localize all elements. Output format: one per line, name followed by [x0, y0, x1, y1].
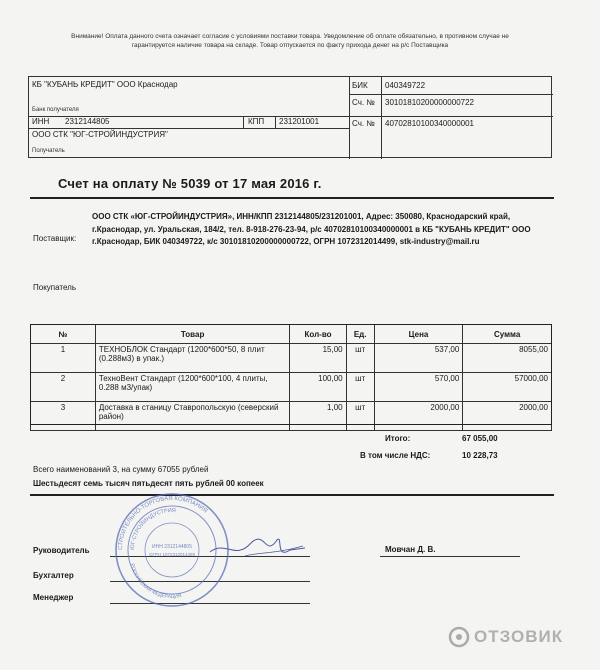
recipient-caption: Получатель: [32, 148, 65, 154]
table-header-row: [31, 325, 552, 344]
row-unit: шт: [346, 373, 374, 402]
company-stamp: [112, 490, 232, 610]
row-qty: 15,00: [290, 344, 346, 373]
row-price: 537,00: [374, 344, 463, 373]
row-sum: 8055,00: [463, 344, 552, 373]
col-header-item: Товар: [95, 325, 290, 344]
stamp-country-text: РОССИЙСКАЯ ФЕДЕРАЦИЯ: [128, 563, 183, 601]
table-row: [31, 373, 552, 402]
amount-in-words: Шестьдесят семь тысяч пятьдесят пять рублей 00 копеек: [33, 479, 264, 488]
col-header-unit: Ед.: [346, 325, 374, 344]
account-label: Сч. №: [352, 119, 375, 128]
manager-label: Менеджер: [33, 593, 74, 602]
bik-value: 040349722: [385, 81, 426, 90]
kpp-label: КПП: [248, 117, 265, 126]
summary-divider: [30, 494, 554, 496]
row-price: 2000,00: [374, 402, 463, 431]
row-price: 570,00: [374, 373, 463, 402]
invoice-title: Счет на оплату № 5039 от 17 мая 2016 г.: [58, 176, 322, 191]
row-number: 2: [31, 373, 96, 402]
row-item: Доставка в станицу Ставропольскую (северский район): [95, 402, 290, 431]
account-value: 40702810100340000001: [385, 119, 474, 128]
col-header-price: Цена: [374, 325, 463, 344]
items-count-summary: Всего наименований 3, на сумму 67055 рублей: [33, 465, 209, 474]
row-qty: 100,00: [290, 373, 346, 402]
row-sum: 57000,00: [463, 373, 552, 402]
payment-notice: Внимание! Оплата данного счета означает согласие с условиями поставки товара. Уведомление об оплате обязательно, в противном случае не гарантируется наличие товара на складе. Товар отпускается по факту прихода денег на р/с Поставщика: [71, 33, 509, 49]
supplier-details: ООО СТК «ЮГ-СТРОЙИНДУСТРИЯ», ИНН/КПП 2312144805/231201001, Адрес: 350080, Краснодарский край, г.Краснодар, ул. Уральская, 184/2, тел. 8-918-276-23-94, р/с 40702810100340000001 в КБ "КУБАНЬ КРЕДИТ" ООО г.Краснодар, БИК 040349722, к/с 30101810200000000722, ОГРН 1072312014499, stk-industry@mail.ru: [92, 212, 531, 246]
inn-value: 2312144805: [65, 117, 110, 126]
recipient-name: ООО СТК "ЮГ-СТРОЙИНДУСТРИЯ": [32, 130, 168, 139]
stamp-inn-text: ИНН 2312144805: [151, 544, 193, 550]
title-divider: [30, 197, 554, 199]
table-row: [31, 402, 552, 431]
corr-account-label: Сч. №: [352, 98, 375, 107]
vat-value: 10 228,73: [462, 451, 498, 460]
accountant-label: Бухгалтер: [33, 571, 74, 580]
table-row: [31, 344, 552, 373]
row-sum: 2000,00: [463, 402, 552, 431]
total-label: Итого:: [385, 434, 411, 443]
otzovik-watermark: [448, 626, 563, 648]
corr-account-value: 30101810200000000722: [385, 98, 474, 107]
watermark-text: ОТЗОВИК: [474, 627, 564, 646]
buyer-label: Покупатель: [33, 283, 76, 292]
vat-label: В том числе НДС:: [360, 451, 431, 460]
col-header-sum: Сумма: [463, 325, 552, 344]
director-name: Мовчан Д. В.: [385, 545, 436, 554]
otzovik-logo-icon: [448, 626, 470, 648]
items-table: [30, 324, 552, 431]
row-unit: шт: [346, 402, 374, 431]
stamp-inner-text: ЮГ-СТРОЙИНДУСТРИЯ: [129, 507, 176, 551]
col-header-qty: Кол-во: [290, 325, 346, 344]
inn-label: ИНН: [32, 117, 50, 126]
supplier-label: Поставщик:: [33, 234, 77, 243]
col-header-number: №: [31, 325, 96, 344]
kpp-value: 231201001: [279, 117, 320, 126]
row-qty: 1,00: [290, 402, 346, 431]
row-number: 3: [31, 402, 96, 431]
stamp-ring-text: СТРОИТЕЛЬНО-ТОРГОВАЯ КОМПАНИЯ: [117, 495, 209, 551]
row-item: ТЕХНОБЛОК Стандарт (1200*600*50, 8 плит (0.288м3) в упак.): [95, 344, 290, 373]
stamp-ogrn-text: ОГРН 1072312014499: [149, 552, 195, 557]
row-unit: шт: [346, 344, 374, 373]
director-label: Руководитель: [33, 546, 90, 555]
bank-details-box: [28, 76, 552, 158]
bank-caption: Банк получателя: [32, 107, 79, 113]
row-item: ТехноВент Стандарт (1200*600*100, 4 плиты, 0.288 м3/упак): [95, 373, 290, 402]
bik-label: БИК: [352, 81, 368, 90]
director-name-line: [380, 556, 520, 557]
total-value: 67 055,00: [462, 434, 498, 443]
bank-name: КБ "КУБАНЬ КРЕДИТ" ООО Краснодар: [32, 80, 178, 89]
row-number: 1: [31, 344, 96, 373]
